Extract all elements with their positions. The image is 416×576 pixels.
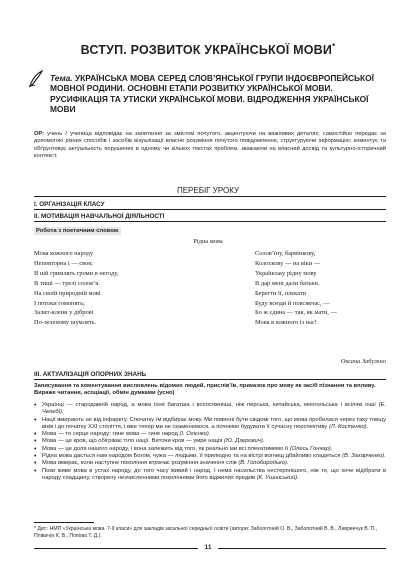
divider [34, 379, 386, 380]
quote-text: Мова — це доля нашого народу, і вона залежить від того, як реально ми всі плекатимемо її [42, 445, 290, 452]
poem-line: Берегти її, плекати [255, 289, 307, 297]
poem-line: В тиші — трелі соловʼя. [34, 279, 100, 287]
topic-text: УКРАЇНСЬКА МОВА СЕРЕД СЛОВ’ЯНСЬКОЇ ГРУПИ ІНДОЄВРОПЕЙСЬКОЇ МОВНОЇ РОДИНИ. ОСНОВНІ ЕТАПИ РОЗВИТКУ УКРАЇНСЬКОЇ МОВИ. РУСИФІКАЦІЯ ТА УТИСКИ УКРАЇНСЬКОЇ МОВИ. ВІДРОДЖЕННЯ УКРАЇНСЬКОЇ МОВИ [50, 73, 374, 115]
footnote-divider [34, 522, 94, 523]
quote-author: (Олесь Гончар). [289, 445, 333, 452]
list-item [34, 431, 386, 438]
poem-right-column [255, 249, 386, 328]
lesson-topic [50, 73, 388, 115]
quote-text: Українці — стародавній народ, а мова їхня багатша і всеосяжніша, ніж перська, китайська, монгольська і всілякі інші [42, 402, 379, 408]
quote-text: Рідна мова дається нам народом Богом, чужа — людьми, її прилюдно та на вістрі вогнищ дбайливо кладеться [42, 453, 343, 460]
quotes-list [34, 402, 386, 482]
pen-icon [28, 70, 44, 88]
poem-line: Мова в кожного із нас! [255, 319, 317, 327]
list-item [34, 460, 386, 467]
bullet-icon: • [34, 445, 37, 453]
quote-text: Мова — це кров, що обігріває тіло нації. Виточи кров — умре нація [42, 438, 225, 445]
bullet-icon: • [34, 460, 37, 468]
quote-author: (Ю. Дзерович). [224, 438, 265, 445]
list-item [34, 468, 386, 483]
heading-footnote-mark: * [332, 42, 336, 51]
poem-line: Залит-клени у діброві [34, 309, 94, 317]
page-number: 11 [198, 542, 218, 554]
quote-text: Мова — то серце народу: гине мова — гине народ [42, 431, 180, 438]
topic-label: Тема. [50, 73, 73, 83]
quote-author: (В. Голобородько). [238, 460, 289, 467]
poem-line: В ній гримлять громи в негоду, [34, 269, 119, 277]
learning-outcomes [34, 131, 386, 161]
list-item [34, 417, 386, 432]
bullet-icon: • [34, 431, 37, 439]
poem-line: І потоки гомонять; [34, 299, 85, 307]
poem-line: Бо ж єдина — так, як мати, — [255, 309, 337, 317]
poem-work-label: Робота з поетичним словом [34, 227, 121, 235]
poem-line: На своїй природній мові [34, 289, 101, 297]
poem-line: Мова кожного народу [34, 250, 94, 257]
divider [34, 221, 386, 222]
divider [34, 209, 386, 210]
list-item [34, 438, 386, 445]
bullet-icon: • [34, 453, 37, 461]
list-item [34, 446, 386, 453]
quote-author: (І. Огієнко). [179, 431, 211, 438]
divider [34, 196, 386, 197]
page-heading [0, 42, 416, 57]
page-footer [0, 542, 416, 554]
poem-line: Солов’їну, барвінкову, [255, 250, 316, 257]
poem-line: Неповторна і — своя; [34, 259, 93, 267]
quote-text: Нації вмирають не від інфаркту. Спочатку їм відбирає мову. Ми повинні бути свідомі того, що мова пробилася через таку товщу віків і до початку ХХІ століття, і вже тепер ми не скаменемося, а почнемо будувати її сучасну перспективу [42, 416, 386, 430]
bullet-icon: • [34, 438, 37, 446]
poem-line: В дар мені дали батьки. [255, 279, 320, 287]
section-heading-1: І. ОРГАНІЗАЦІЯ КЛАСУ [34, 201, 105, 208]
task-instruction: Записування та коментування висловлень відомих людей, прислів’їв, приказок про мову як засіб пізнання та впливу. Вираже читання, асоціації, обмін думками (усно) [34, 383, 376, 397]
quote-text: Мова вмирає, коли наступне покоління втрачає розуміння значення слів [42, 460, 239, 467]
goal-label: ОР: [34, 131, 45, 137]
poem-line: По-зеленому шумлять. [34, 319, 97, 327]
section-heading-3: ІІІ. АКТУАЛІЗАЦІЯ ОПОРНИХ ЗНАНЬ [34, 371, 147, 378]
quote-author: (К. Ушинський). [256, 474, 299, 481]
poem-left-column [34, 249, 119, 328]
bullet-icon: • [34, 416, 37, 424]
quote-author: (В. Захарченко). [342, 453, 386, 460]
section-heading-2: ІІ. МОТИВАЦІЯ НАВЧАЛЬНОЇ ДІЯЛЬНОСТІ [34, 213, 165, 220]
quote-author: (Е. Челебі). [42, 402, 386, 416]
poem-author: Оксана Забужко [340, 358, 386, 365]
quote-author: (Л. Костенко). [328, 423, 369, 430]
quote-text: Поки живе мова в устах народу, до того часу живий і народ. І нема насильства нестерпнішого, ніж те, що хоче відібрати в народу спадщину, створену незчисленними поколіннями його віджилих предків [42, 467, 386, 481]
heading-title: ВСТУП. РОЗВИТОК УКРАЇНСЬКОЇ МОВИ [80, 43, 333, 58]
poem-title: Рідна мова [193, 238, 223, 245]
goal-text: учень / ученица відповідає на запитання за змістом почутого, акцентуючи на важливих деталях; самостійно передає за допомогою різних способів і засобів візуалізації власне розуміння почутого повідомлення, структуруючи інформацію; коментує та обґрунтовує актуальність порушених в одному чи кількох текстах проблем, зважаючи на власний досвід та культурно-історичний контекст. [34, 131, 386, 160]
list-item [34, 402, 386, 417]
list-item [34, 453, 386, 460]
poem-line: Українську рідну мову [255, 269, 317, 277]
bullet-icon: • [34, 402, 37, 409]
poem-line: Буду всюди й повсякчас, — [255, 299, 330, 307]
poem-line: Колоскову — на віки — [255, 259, 321, 267]
bullet-icon: • [34, 467, 37, 475]
course-heading: ПЕРЕБІГ УРОКУ [176, 186, 240, 195]
footnote: * Дит.: НМП «Українська мова. 7-9 класи» для закладів загальної середньої освіти (автори: Заболотний О. В., Заболотний В. В., Лавринчук В. П., Плівачук К. В., Попова Т. Д.). [34, 526, 377, 539]
